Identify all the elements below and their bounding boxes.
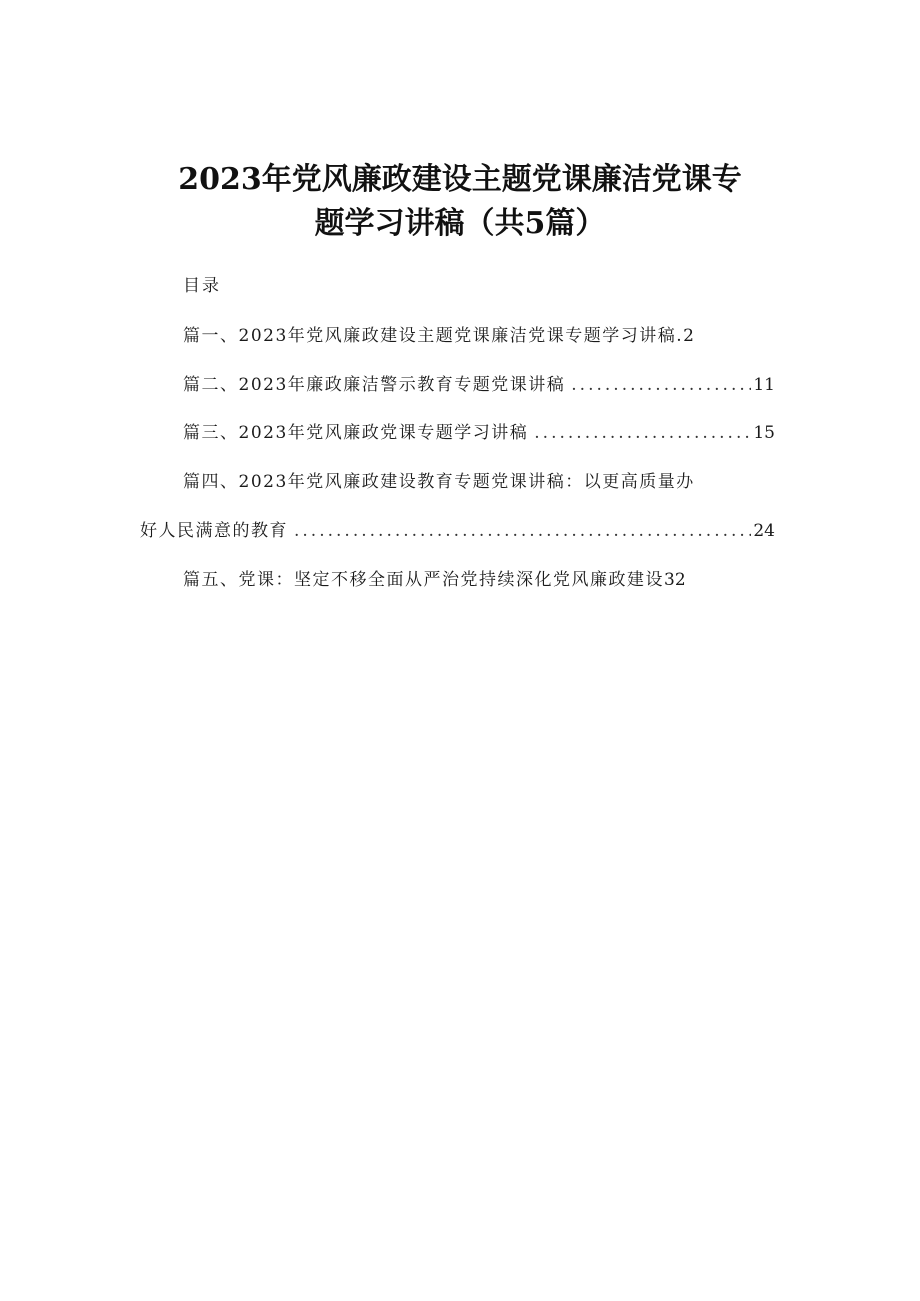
toc-entry-text: 篇三、2023年党风廉政党课专题学习讲稿 <box>183 423 529 443</box>
toc-entry-text: 篇五、党课：坚定不移全面从严治党持续深化党风廉政建设 <box>183 570 664 590</box>
toc-entry-page: 15 <box>753 423 775 443</box>
toc-entry-4-line-1[interactable]: 篇四、2023年党风廉政建设教育专题党课讲稿：以更高质量办 <box>183 472 695 492</box>
toc-leader-dots <box>294 518 751 544</box>
toc-entry-1[interactable] <box>183 323 775 349</box>
toc-leader-dots <box>534 420 751 446</box>
toc-entry-3[interactable] <box>183 420 775 446</box>
toc-entry-page: 32 <box>664 570 686 590</box>
toc-entry-page: 11 <box>753 375 775 395</box>
title-line-2: 题学习讲稿（共5篇） <box>314 206 606 242</box>
toc-entry-4[interactable] <box>140 518 775 544</box>
title-line-1: 2023年党风廉政建设主题党课廉洁党课专 <box>178 162 742 198</box>
toc-entry-text: 好人民满意的教育 <box>140 521 288 541</box>
document-title <box>130 158 790 246</box>
toc-entry-text: 篇一、2023年党风廉政建设主题党课廉洁党课专题学习讲稿. <box>183 326 684 346</box>
toc-entry-page: 2 <box>683 326 694 346</box>
toc-leader-dots <box>571 372 751 398</box>
toc-entry-5[interactable] <box>183 567 775 593</box>
toc-entry-page: 24 <box>753 521 775 541</box>
toc-entry-text: 篇二、2023年廉政廉洁警示教育专题党课讲稿 <box>183 375 566 395</box>
toc-entry-2[interactable] <box>183 372 775 398</box>
toc-heading: 目录 <box>183 276 221 296</box>
